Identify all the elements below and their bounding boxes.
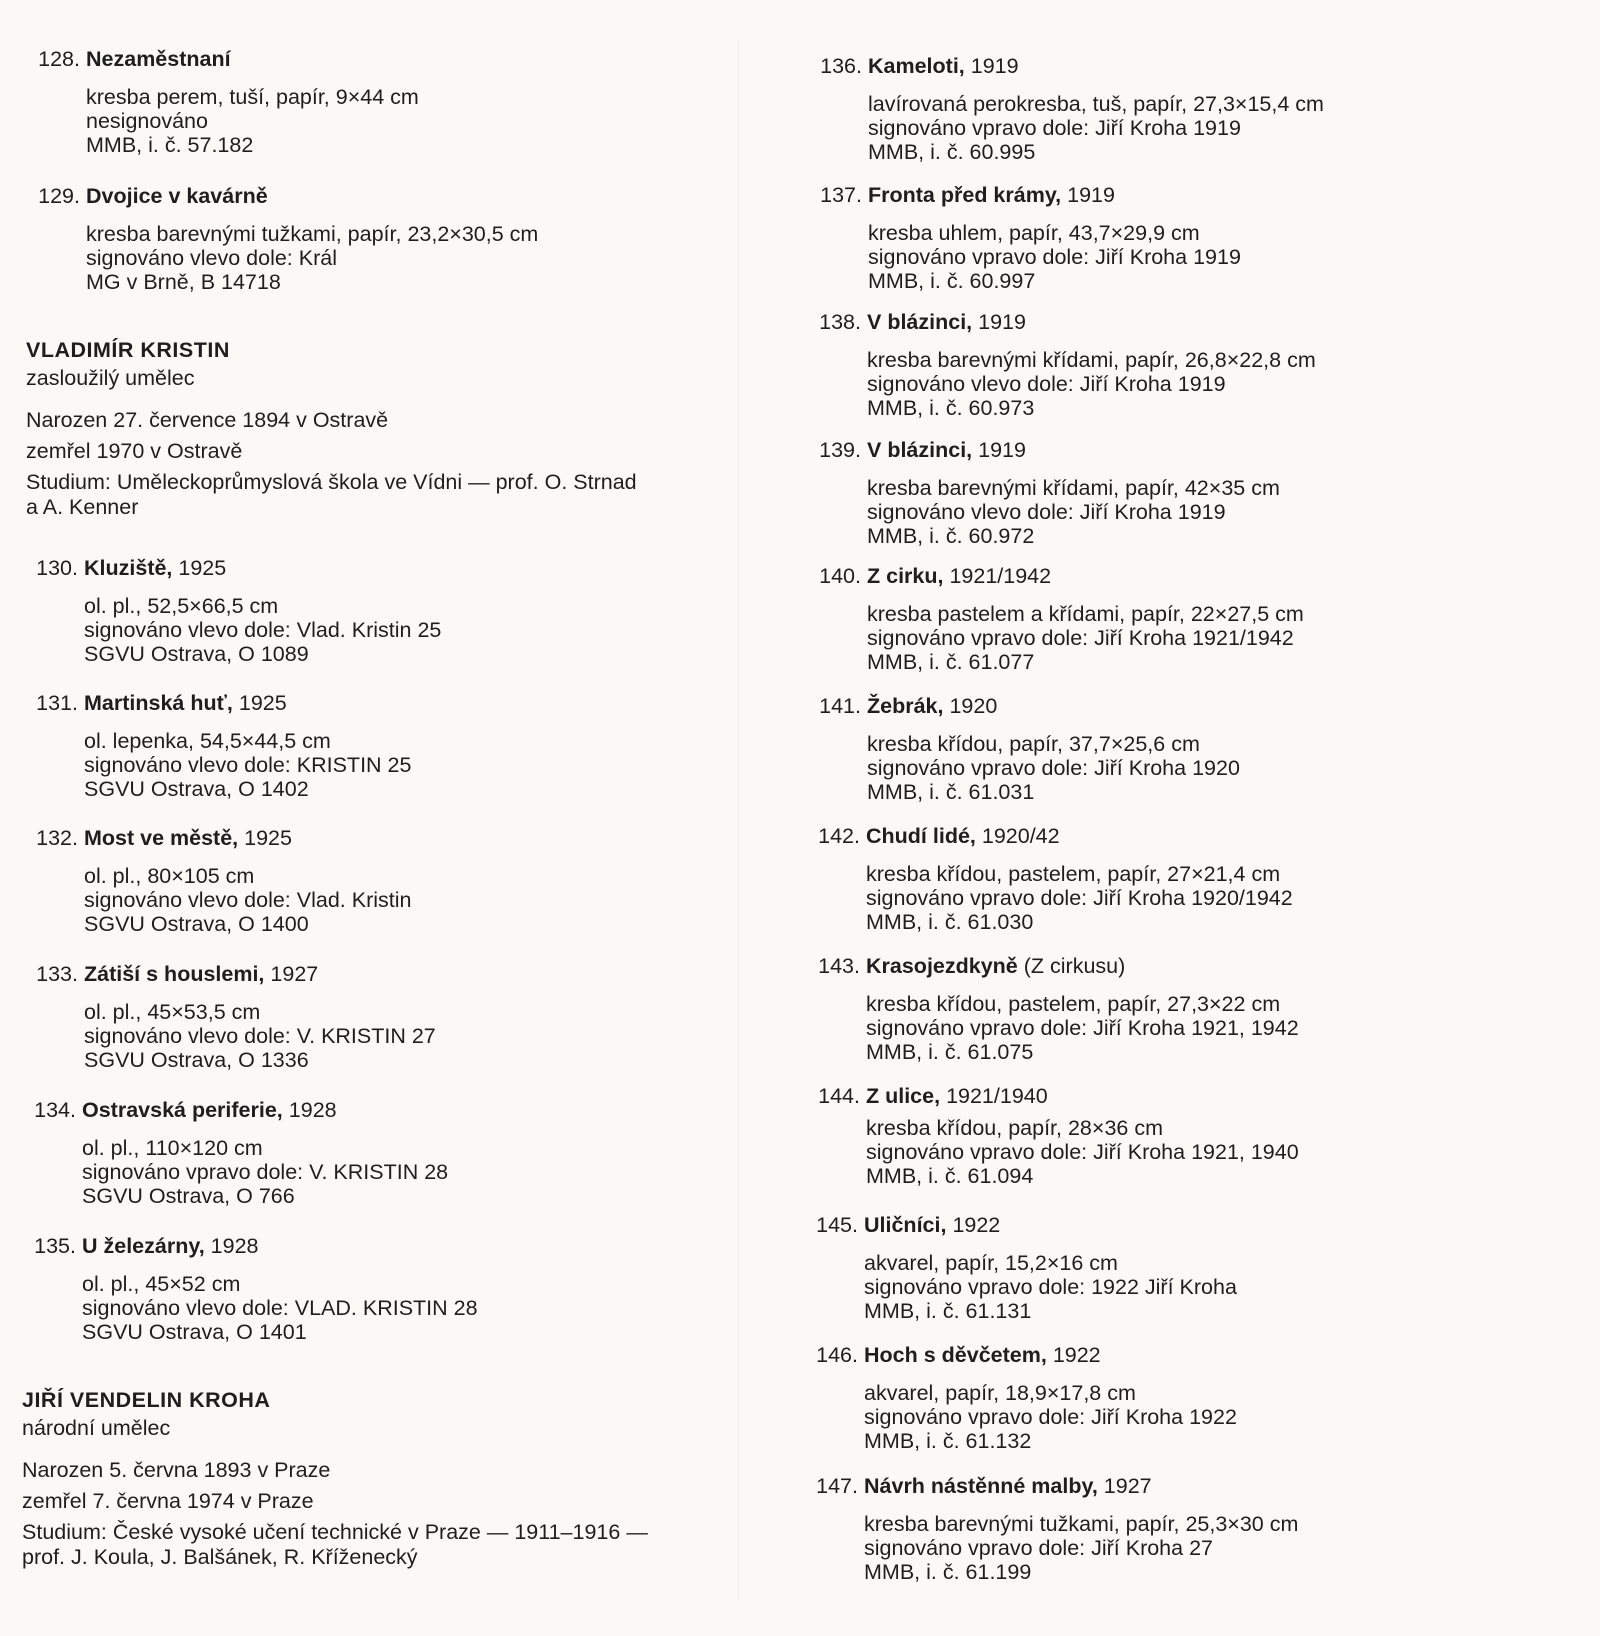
catalogue-entry bbox=[804, 1474, 1298, 1584]
entry-collection: SGVU Ostrava, O 1336 bbox=[84, 1048, 309, 1072]
entry-year: 1921/1940 bbox=[946, 1084, 1048, 1108]
entry-collection: MMB, i. č. 61.132 bbox=[864, 1429, 1032, 1453]
catalogue-entry bbox=[807, 438, 1280, 548]
artist-birth: Narozen 27. července 1894 v Ostravě bbox=[26, 408, 389, 432]
artist-name: VLADIMÍR KRISTIN bbox=[26, 338, 230, 362]
entry-title: U železárny, bbox=[82, 1234, 205, 1258]
entry-title: V blázinci, bbox=[867, 310, 973, 334]
entry-title: Návrh nástěnné malby, bbox=[864, 1474, 1098, 1498]
entry-number: 133. bbox=[36, 962, 78, 986]
entry-year: 1927 bbox=[270, 962, 319, 986]
entry-medium: kresba křídou, pastelem, papír, 27×21,4 cm bbox=[866, 862, 1281, 886]
catalogue-entry bbox=[804, 1343, 1237, 1453]
entry-number: 145. bbox=[816, 1213, 858, 1237]
entry-collection: MMB, i. č. 61.075 bbox=[866, 1040, 1034, 1064]
entry-title: Chudí lidé, bbox=[866, 824, 976, 848]
entry-medium: ol. pl., 110×120 cm bbox=[82, 1136, 263, 1160]
entry-collection: MMB, i. č. 60.972 bbox=[867, 524, 1035, 548]
artist-death: zemřel 1970 v Ostravě bbox=[26, 439, 243, 463]
entry-collection: MMB, i. č. 61.077 bbox=[867, 650, 1035, 674]
entry-year: 1922 bbox=[1052, 1343, 1101, 1367]
entry-signature: signováno vpravo dole: Jiří Kroha 1921, 1940 bbox=[866, 1140, 1299, 1164]
entry-year: 1928 bbox=[288, 1098, 337, 1122]
entry-signature: nesignováno bbox=[86, 109, 208, 133]
entry-title: Ostravská periferie, bbox=[82, 1098, 283, 1122]
entry-year: 1919 bbox=[1067, 183, 1115, 207]
entry-number: 130. bbox=[36, 556, 78, 580]
catalogue-entry bbox=[807, 310, 1316, 420]
entry-signature: signováno vlevo dole: Vlad. Kristin 25 bbox=[84, 618, 442, 642]
entry-medium: kresba perem, tuší, papír, 9×44 cm bbox=[86, 85, 419, 109]
entry-medium: kresba barevnými tužkami, papír, 25,3×30 cm bbox=[864, 1512, 1299, 1536]
entry-collection: MG v Brně, B 14718 bbox=[86, 270, 281, 294]
entry-medium: kresba barevnými křídami, papír, 42×35 cm bbox=[867, 476, 1280, 500]
catalogue-entry bbox=[24, 826, 411, 936]
entry-number: 135. bbox=[34, 1234, 76, 1258]
entry-number: 131. bbox=[36, 691, 78, 715]
artist-birth: Narozen 5. června 1893 v Praze bbox=[22, 1458, 331, 1482]
entry-year: 1925 bbox=[238, 691, 287, 715]
entry-title: Uličníci, bbox=[864, 1213, 947, 1237]
entry-title: V blázinci, bbox=[867, 438, 973, 462]
entry-collection: MMB, i. č. 60.995 bbox=[868, 140, 1036, 164]
entry-collection: SGVU Ostrava, O 1400 bbox=[84, 912, 309, 936]
entry-number: 141. bbox=[819, 694, 861, 718]
entry-medium: kresba barevnými křídami, papír, 26,8×22,8 cm bbox=[867, 348, 1316, 372]
entry-number: 147. bbox=[816, 1474, 858, 1498]
entry-signature: signováno vpravo dole: 1922 Jiří Kroha bbox=[864, 1275, 1237, 1299]
entry-medium: kresba pastelem a křídami, papír, 22×27,5 cm bbox=[867, 602, 1304, 626]
catalogue-entry bbox=[24, 691, 411, 801]
entry-subtitle: (Z cirkusu) bbox=[1023, 954, 1126, 978]
entry-collection: MMB, i. č. 61.131 bbox=[864, 1299, 1032, 1323]
entry-medium: kresba křídou, papír, 37,7×25,6 cm bbox=[867, 732, 1200, 756]
entry-number: 129. bbox=[38, 184, 80, 208]
catalogue-entry bbox=[806, 824, 1293, 934]
entry-signature: signováno vpravo dole: V. KRISTIN 28 bbox=[82, 1160, 449, 1184]
entry-title: Z cirku, bbox=[867, 564, 944, 588]
entry-signature: signováno vlevo dole: V. KRISTIN 27 bbox=[84, 1024, 436, 1048]
entry-title: Nezaměstnaní bbox=[86, 47, 231, 71]
entry-year: 1921/1942 bbox=[949, 564, 1052, 588]
entry-signature: signováno vlevo dole: Král bbox=[86, 246, 337, 270]
entry-collection: MMB, i. č. 61.094 bbox=[866, 1164, 1034, 1188]
entry-title: Kameloti, bbox=[868, 54, 965, 78]
entry-number: 144. bbox=[818, 1084, 860, 1108]
entry-medium: kresba křídou, papír, 28×36 cm bbox=[866, 1116, 1163, 1140]
entry-collection: MMB, i. č. 61.030 bbox=[866, 910, 1034, 934]
catalogue-entry bbox=[808, 183, 1241, 293]
entry-medium: ol. pl., 80×105 cm bbox=[84, 864, 255, 888]
artist-name: JIŘÍ VENDELIN KROHA bbox=[22, 1388, 271, 1412]
entry-year: 1919 bbox=[978, 310, 1026, 334]
catalogue-entry bbox=[22, 1098, 448, 1208]
entry-medium: akvarel, papír, 15,2×16 cm bbox=[864, 1251, 1118, 1275]
artist-block bbox=[22, 1386, 648, 1574]
entry-number: 137. bbox=[820, 183, 862, 207]
artist-study: Studium: Uměleckoprůmyslová škola ve Vídni — prof. O. Strnad bbox=[26, 470, 637, 494]
catalogue-entry bbox=[22, 1234, 478, 1344]
entry-title: Martinská huť, bbox=[84, 691, 233, 715]
catalogue-entry bbox=[24, 962, 436, 1072]
entry-medium: akvarel, papír, 18,9×17,8 cm bbox=[864, 1381, 1136, 1405]
entry-signature: signováno vpravo dole: Jiří Kroha 27 bbox=[864, 1536, 1213, 1560]
entry-signature: signováno vlevo dole: Vlad. Kristin bbox=[84, 888, 412, 912]
entry-signature: signováno vpravo dole: Jiří Kroha 1920 bbox=[867, 756, 1240, 780]
entry-year: 1919 bbox=[978, 438, 1026, 462]
entry-year: 1919 bbox=[970, 54, 1019, 78]
show-through-ghost bbox=[738, 40, 785, 1600]
entry-title: Krasojezdkyně bbox=[866, 954, 1018, 978]
entry-title: Zátiší s houslemi, bbox=[84, 962, 265, 986]
entry-number: 138. bbox=[819, 310, 861, 334]
entry-year: 1920/42 bbox=[981, 824, 1060, 848]
entry-number: 142. bbox=[818, 824, 860, 848]
entry-title: Fronta před krámy, bbox=[868, 183, 1062, 207]
entry-signature: signováno vpravo dole: Jiří Kroha 1921, 1942 bbox=[866, 1016, 1299, 1040]
entry-signature: signováno vpravo dole: Jiří Kroha 1919 bbox=[868, 116, 1241, 140]
entry-title: Hoch s děvčetem, bbox=[864, 1343, 1047, 1367]
artist-title: zasloužilý umělec bbox=[26, 366, 195, 390]
entry-signature: signováno vpravo dole: Jiří Kroha 1921/1942 bbox=[867, 626, 1294, 650]
artist-death: zemřel 7. června 1974 v Praze bbox=[22, 1489, 314, 1513]
catalogue-entry bbox=[808, 54, 1324, 164]
catalogue-entry bbox=[806, 1084, 1299, 1188]
entry-number: 146. bbox=[816, 1343, 858, 1367]
entry-year: 1925 bbox=[244, 826, 292, 850]
entry-signature: signováno vlevo dole: KRISTIN 25 bbox=[84, 753, 412, 777]
entry-signature: signováno vlevo dole: VLAD. KRISTIN 28 bbox=[82, 1296, 478, 1320]
entry-medium: lavírovaná perokresba, tuš, papír, 27,3×15,4 cm bbox=[868, 92, 1324, 116]
entry-title: Žebrák, bbox=[867, 694, 944, 718]
entry-signature: signováno vpravo dole: Jiří Kroha 1920/1942 bbox=[866, 886, 1293, 910]
entry-number: 139. bbox=[819, 438, 861, 462]
artist-title: národní umělec bbox=[22, 1416, 171, 1440]
entry-collection: MMB, i. č. 60.973 bbox=[867, 396, 1035, 420]
entry-number: 128. bbox=[38, 47, 80, 71]
catalogue-entry bbox=[804, 1213, 1237, 1323]
entry-title: Z ulice, bbox=[866, 1084, 941, 1108]
entry-signature: signováno vlevo dole: Jiří Kroha 1919 bbox=[867, 500, 1226, 524]
entry-medium: ol. lepenka, 54,5×44,5 cm bbox=[84, 729, 331, 753]
entry-collection: SGVU Ostrava, O 1402 bbox=[84, 777, 309, 801]
entry-year: 1925 bbox=[178, 556, 227, 580]
entry-collection: SGVU Ostrava, O 1401 bbox=[82, 1320, 307, 1344]
entry-collection: SGVU Ostrava, O 766 bbox=[82, 1184, 295, 1208]
entry-number: 143. bbox=[818, 954, 860, 978]
catalogue-entry bbox=[806, 954, 1299, 1064]
catalogue-entry bbox=[26, 184, 538, 294]
entry-medium: kresba uhlem, papír, 43,7×29,9 cm bbox=[868, 221, 1200, 245]
entry-title: Most ve městě, bbox=[84, 826, 239, 850]
entry-medium: ol. pl., 52,5×66,5 cm bbox=[84, 594, 279, 618]
artist-block bbox=[26, 336, 637, 524]
entry-medium: kresba barevnými tužkami, papír, 23,2×30,5 cm bbox=[86, 222, 539, 246]
entry-year: 1927 bbox=[1103, 1474, 1152, 1498]
entry-number: 140. bbox=[819, 564, 861, 588]
artist-study-cont: prof. J. Koula, J. Balšánek, R. Kříženecký bbox=[22, 1545, 418, 1569]
entry-number: 136. bbox=[820, 54, 862, 78]
catalogue-entry bbox=[807, 564, 1304, 674]
entry-title: Dvojice v kavárně bbox=[86, 184, 268, 208]
entry-medium: ol. pl., 45×53,5 cm bbox=[84, 1000, 261, 1024]
entry-collection: MMB, i. č. 61.199 bbox=[864, 1560, 1032, 1584]
entry-collection: SGVU Ostrava, O 1089 bbox=[84, 642, 309, 666]
entry-title: Kluziště, bbox=[84, 556, 173, 580]
entry-collection: MMB, i. č. 60.997 bbox=[868, 269, 1036, 293]
entry-collection: MMB, i. č. 61.031 bbox=[867, 780, 1035, 804]
artist-study-cont: a A. Kenner bbox=[26, 495, 139, 519]
entry-year: 1922 bbox=[952, 1213, 1001, 1237]
catalogue-entry bbox=[24, 556, 441, 666]
artist-study: Studium: České vysoké učení technické v Praze — 1911–1916 — bbox=[22, 1520, 648, 1544]
entry-signature: signováno vlevo dole: Jiří Kroha 1919 bbox=[867, 372, 1226, 396]
entry-year: 1920 bbox=[949, 694, 998, 718]
entry-medium: ol. pl., 45×52 cm bbox=[82, 1272, 241, 1296]
entry-number: 134. bbox=[34, 1098, 76, 1122]
entry-year: 1928 bbox=[210, 1234, 259, 1258]
entry-signature: signováno vpravo dole: Jiří Kroha 1922 bbox=[864, 1405, 1237, 1429]
entry-number: 132. bbox=[36, 826, 78, 850]
entry-medium: kresba křídou, pastelem, papír, 27,3×22 cm bbox=[866, 992, 1281, 1016]
catalogue-entry bbox=[807, 694, 1240, 804]
entry-signature: signováno vpravo dole: Jiří Kroha 1919 bbox=[868, 245, 1241, 269]
entry-collection: MMB, i. č. 57.182 bbox=[86, 133, 254, 157]
catalogue-entry bbox=[26, 47, 419, 157]
